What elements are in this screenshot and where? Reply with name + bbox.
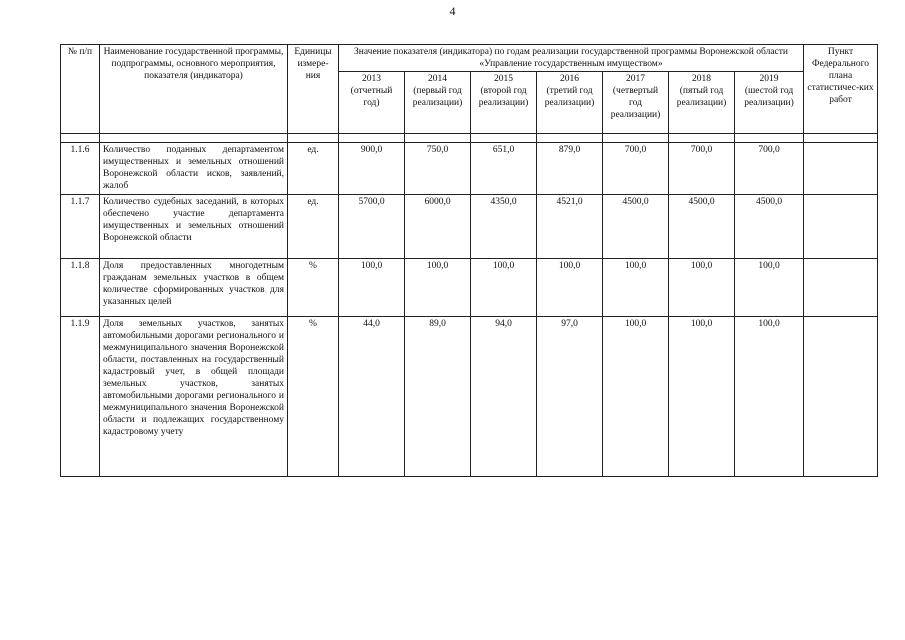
value-cell: 100,0 [603,317,669,477]
federal-plan-cell [804,259,878,317]
year-header: 2018 (пятый год реализации) [669,72,735,134]
value-cell: 100,0 [603,259,669,317]
table-row [61,259,878,317]
value-cell: 700,0 [735,143,804,195]
header-row-top [61,45,878,72]
value-cell: 94,0 [471,317,537,477]
value-cell: 89,0 [405,317,471,477]
row-name: Доля предоставленных многодетным гражданам земельных участков в общем количестве сформированных участков для указанных целей [100,259,288,317]
value-cell: 4500,0 [735,195,804,259]
value-cell: 900,0 [339,143,405,195]
value-cell: 100,0 [735,259,804,317]
row-name: Количество судебных заседаний, в которых обеспечено участие департамента имущественных и земельных отношений Воронежской области [100,195,288,259]
value-cell: 4350,0 [471,195,537,259]
row-unit: % [288,259,339,317]
header-name: Наименование государственной программы, подпрограммы, основного мероприятия, показателя (индикатора) [100,45,288,134]
indicators-table [60,44,878,477]
value-cell: 879,0 [537,143,603,195]
value-cell: 4521,0 [537,195,603,259]
table-row [61,317,878,477]
row-number: 1.1.7 [61,195,100,259]
value-cell: 5700,0 [339,195,405,259]
value-cell: 100,0 [669,317,735,477]
value-cell: 700,0 [603,143,669,195]
year-header: 2017 (четвертый год реализации) [603,72,669,134]
row-number: 1.1.6 [61,143,100,195]
row-number: 1.1.9 [61,317,100,477]
value-cell: 100,0 [669,259,735,317]
value-cell: 100,0 [405,259,471,317]
spacer-row [61,134,878,143]
value-cell: 97,0 [537,317,603,477]
row-unit: ед. [288,195,339,259]
value-cell: 6000,0 [405,195,471,259]
year-header: 2013 (отчетный год) [339,72,405,134]
row-unit: % [288,317,339,477]
row-name: Количество поданных департаментом имущественных и земельных отношений Воронежской области исков, заявлений, жалоб [100,143,288,195]
header-federal-plan: Пункт Федерального плана статистичес-ких работ [804,45,878,134]
header-values: Значение показателя (индикатора) по годам реализации государственной программы Воронежской области «Управление государственным имуществом» [339,45,804,72]
value-cell: 100,0 [537,259,603,317]
federal-plan-cell [804,317,878,477]
federal-plan-cell [804,195,878,259]
header-num: № п/п [61,45,100,134]
table-row [61,143,878,195]
page-number: 4 [449,4,456,18]
value-cell: 100,0 [339,259,405,317]
value-cell: 700,0 [669,143,735,195]
header-unit: Единицы измере-ния [288,45,339,134]
value-cell: 100,0 [735,317,804,477]
row-number: 1.1.8 [61,259,100,317]
value-cell: 4500,0 [603,195,669,259]
value-cell: 100,0 [471,259,537,317]
year-header: 2016 (третий год реализации) [537,72,603,134]
row-name: Доля земельных участков, занятых автомобильными дорогами регионального и межмуниципального значения Воронежской области, поставленных на государственный кадастровый учет, в общей площади земельных участков, занятых автомобильными дорогами регионального и межмуниципального значения Воронежской области и подлежащих государственному кадастровому учету [100,317,288,477]
year-header: 2019 (шестой год реализации) [735,72,804,134]
year-header: 2015 (второй год реализации) [471,72,537,134]
table-row [61,195,878,259]
federal-plan-cell [804,143,878,195]
value-cell: 750,0 [405,143,471,195]
row-unit: ед. [288,143,339,195]
value-cell: 4500,0 [669,195,735,259]
value-cell: 651,0 [471,143,537,195]
value-cell: 44,0 [339,317,405,477]
year-header: 2014 (первый год реализации) [405,72,471,134]
